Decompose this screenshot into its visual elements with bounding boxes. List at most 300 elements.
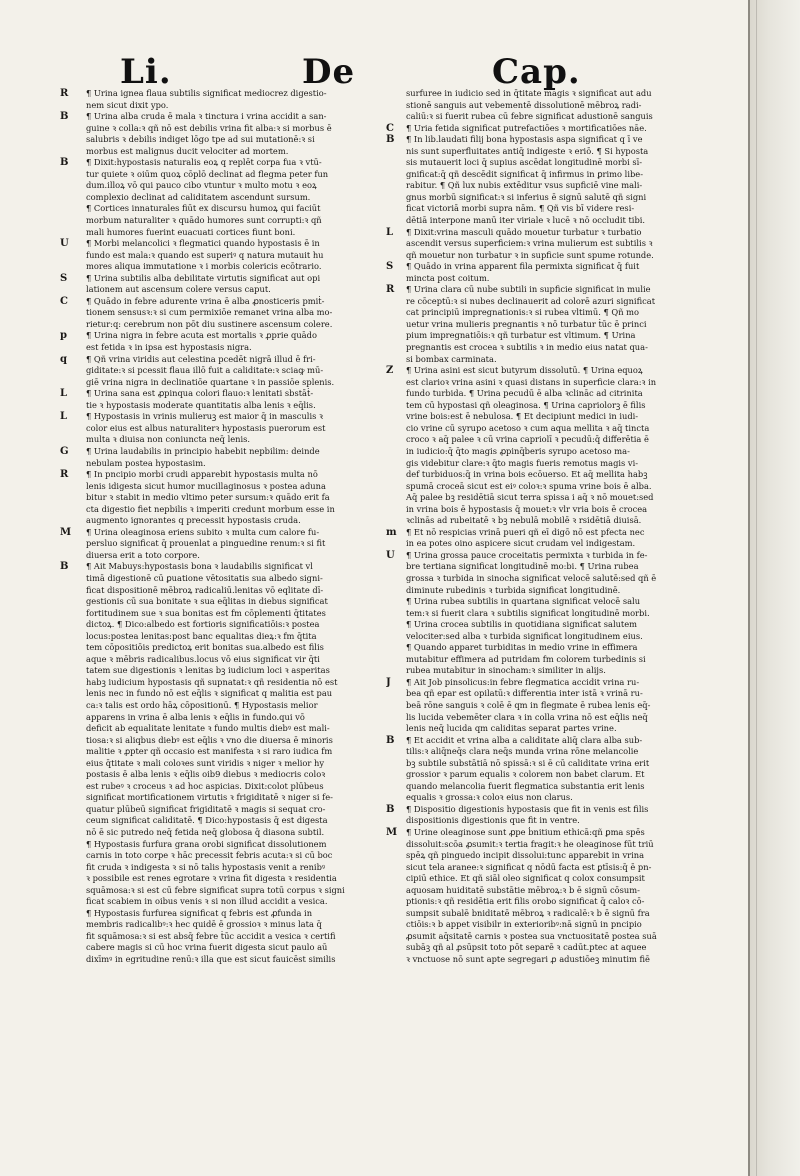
text-line [386, 123, 702, 135]
text-line [60, 908, 356, 920]
text-line [386, 365, 702, 377]
text-line [60, 111, 356, 123]
line-text: ¶ Urina rubea subtilis in quartana significat velocē salu [406, 596, 641, 607]
text-line [60, 134, 356, 146]
line-text: stionē sanguis aut vebementē dissolutionē mēbroꝝ radi- [406, 99, 642, 110]
text-line [60, 146, 356, 158]
line-text: ¶ In pncipio morbi crudi apparebit hypostasis multa nō [86, 469, 318, 480]
text-line [386, 839, 702, 851]
line-text: pregnantis est crocea ꝛ subtilis ꝛ in medio eius natat qua- [406, 342, 648, 353]
line-text: est clarioꝛ vrina asini ꝛ quasi distans in superficie clara:ꝛ in [406, 376, 657, 387]
line-text: multa ꝛ diuisa non coniuncta neq̄ lenis. [86, 434, 251, 445]
text-line [60, 273, 356, 285]
text-line [386, 434, 702, 446]
line-text: cta digestio fiet nepbilis ꝛ imperiti credunt morbum esse in [86, 503, 335, 514]
text-line [386, 458, 702, 470]
line-text: aque ꝛ mēbris radicalibus.locus vō eius significat vir q̄ti [86, 653, 320, 664]
text-line [386, 411, 702, 423]
marginal-letter: B [386, 803, 395, 815]
line-text: qñ mouetur non turbatur ꝛ in supficie sunt spume rotunde. [406, 249, 654, 260]
text-line [386, 180, 702, 192]
text-line [60, 296, 356, 308]
text-line [60, 688, 356, 700]
text-line [386, 827, 702, 839]
line-text: lenis nec in fundo nō est eq̄lis ꝛ significat q malitia est pau [86, 688, 333, 699]
text-line [386, 677, 702, 689]
marginal-letter: C [386, 122, 394, 134]
line-text: lationem aut ascensum colere versus caput. [86, 284, 271, 295]
text-line [386, 619, 702, 631]
text-line [60, 885, 356, 897]
line-text: ꝓsumit aq̄sitatē carnis ꝛ postea sua vnctuositatē postea suā [406, 930, 657, 941]
line-text: ¶ Hypostasis furfura grana orobi significat dissolutionem [86, 838, 327, 849]
text-line [60, 527, 356, 539]
text-line [386, 723, 702, 735]
text-line [60, 792, 356, 804]
line-text: ¶ Urina laudabilis in principio habebit nepbilim: deinde [86, 445, 320, 456]
marginal-letter: B [386, 734, 395, 746]
line-text: morbum naturaliter ꝛ quādo humores sunt corrupti:ꝛ qñ [86, 215, 322, 226]
text-line [386, 873, 702, 885]
text-line [60, 746, 356, 758]
text-line [386, 227, 702, 239]
line-text: vrine bois:est ē nebulosa. ¶ Et decipiunt medici in iudi- [406, 411, 639, 422]
line-text: grossior ꝛ parum equalis ꝛ colorem non babet clarum. Et [406, 769, 645, 780]
text-line [60, 862, 356, 874]
line-text: deficit ab equalitate lenitate ꝛ fundo multis diebꝰ est mali- [86, 723, 330, 734]
text-line [60, 608, 356, 620]
line-text: gestionis cū sua bonitate ꝛ sua eq̄litas in diebus significat [86, 596, 328, 607]
line-text: ¶ Morbi melancolici ꝛ flegmatici quando hypostasis ē in [86, 238, 320, 249]
text-line [386, 157, 702, 169]
text-line [386, 481, 702, 493]
marginal-letter: M [60, 526, 72, 538]
text-line [386, 550, 702, 562]
line-text: postasis ē alba lenis ꝛ eq̄lis oib9 diebus ꝛ mediocris coloꝛ [86, 769, 326, 780]
line-text: in iudicio:q̄ q̄to magis ꝓpinq̄beris syrupo acetoso ma- [406, 445, 630, 456]
line-text: locus:postea lenitas:post banc equalitas dieꝝ:ꝛ fm q̄tita [86, 630, 317, 641]
text-line [386, 100, 702, 112]
line-text: ¶ Urina sana est ꝓpinqua colori flauo:ꝛ lenitati sbstāṫ- [86, 388, 314, 399]
text-line [386, 238, 702, 250]
text-line [60, 492, 356, 504]
text-line [60, 919, 356, 931]
text-line [60, 769, 356, 781]
line-text: uetur vrina mulieris pregnantis ꝛ nō turbatur ṫūc ē princi [406, 318, 647, 329]
line-text: lenis neq̄ lucida qm caliditas separat partes vrine. [406, 723, 617, 734]
line-text: ¶ Ait Job pinsolicus:in febre flegmatica accidit vrina ru- [406, 676, 640, 687]
text-line [386, 296, 702, 308]
text-line [60, 804, 356, 816]
line-text: ¶ Quādo in febre adurente vrina ē alba ꝓnosticeris pmiṫ- [86, 295, 325, 306]
text-line [386, 261, 702, 273]
line-text: surfuree in iudicio sed in q̄titate magis ꝛ significat aut adu [406, 88, 652, 98]
line-text: mali humores fuerint euacuati cortices fiunt boni. [86, 226, 296, 237]
text-line [386, 446, 702, 458]
text-line [386, 88, 702, 100]
marginal-letter: R [60, 88, 69, 99]
line-text: ¶ Quando apparet turbiditas in medio vrine in effimera [406, 642, 638, 653]
line-text: spumā croceā sicut est eiꝰ coloꝛ:ꝛ spuma vrine bois ē alba. [406, 480, 652, 491]
text-line [60, 827, 356, 839]
line-text: ¶ Et nō respicias vrinā pueri qñ eī digō nō est pfecta nec [406, 526, 645, 537]
text-line [60, 596, 356, 608]
line-text: diminute rubedinis ꝛ turbida significat longitudinē. [406, 584, 621, 595]
line-text: nem sicut dixit ypo. [86, 99, 169, 110]
marginal-letter: U [60, 238, 69, 250]
text-line [386, 781, 702, 793]
line-text: dētiā interpone manū iter viriale ꝛ lucē ꝛ nō occludit tibi. [406, 215, 646, 226]
text-line [60, 284, 356, 296]
text-line [60, 365, 356, 377]
text-line [60, 850, 356, 862]
text-line [60, 458, 356, 470]
line-text: fortitudinem sue ꝛ sua bonitas est fm cōplementi q̄titates [86, 607, 326, 618]
text-line [60, 481, 356, 493]
text-line [386, 804, 702, 816]
text-line [386, 896, 702, 908]
text-line [386, 538, 702, 550]
text-line [60, 839, 356, 851]
text-line [386, 608, 702, 620]
line-text: augmento ignorantes q precessit hypostasis cruda. [86, 515, 301, 526]
line-text: carnis in toto corpe ꝛ hāc precessit febris acuta:ꝛ si cū boc [86, 850, 333, 861]
line-text: rietur:q: cerebrum non pōt diu sustinere ascensum colere. [86, 318, 333, 329]
marginal-letter: G [60, 445, 69, 457]
line-text: si bombax carminata. [406, 353, 497, 364]
line-text: gnificat:q̄ qñ descēdit significat q̄ infirmus in ꝑrimo libe- [406, 168, 644, 179]
line-text: nis sunt superfluitates antiq̄ indigeste ꝛ eriō. ¶ Si hyposta [406, 145, 649, 156]
line-text: tur quiete ꝛ oiūm quoꝝ cōplō declinat ad flegma peter fun [86, 168, 329, 179]
line-text: eius q̄titate ꝛ mali coloꝛes sunt viridis ꝛ niger ꝛ melior hy [86, 757, 325, 768]
text-line [386, 284, 702, 296]
line-text: ¶ Dixit:hypostasis naturalis eoꝝ q replēt corpa fua ꝛ vtū- [86, 157, 322, 168]
text-line [60, 354, 356, 366]
line-text: nō ē sic putredo neq̄ fetida neq̄ globosa q̄ diasona subtil. [86, 827, 325, 837]
text-line [386, 862, 702, 874]
line-text: dixīmꝰ in egritudine renū:ꝛ illa que est sicut fauicēst similis [86, 954, 336, 965]
text-line [386, 688, 702, 700]
line-text: quatur plūbeū significat frigiditatē ꝛ magis si sequat cro- [86, 803, 326, 814]
text-line [60, 157, 356, 169]
line-text: pium impregnatiōis:ꝛ qñ turbatur est vltimum. ¶ Urina [406, 330, 636, 341]
line-text: lenis idigesta sicut humor mucillaginosus ꝛ postea aduna [86, 480, 326, 491]
line-text: ¶ Dixit:vrina masculi quādo mouetur turbatur ꝛ turbatio [406, 226, 642, 237]
text-line [386, 954, 702, 966]
line-text: dispositionis digestionis que fit in ventre. [406, 815, 580, 826]
line-text: dum.illoꝝ vō qui pauco cibo vtuntur ꝛ multo motu ꝛ eoꝝ [86, 180, 317, 191]
line-text: membris radicalibꝰ:ꝛ hec quidē ē grossioꝛ ꝛ minus lata q̄ [86, 919, 322, 930]
text-line [60, 931, 356, 943]
page-gutter-line [748, 0, 750, 1176]
line-text: aquosam huiditatē substātie mēbroꝝ:ꝛ b ē signū cōsum- [406, 884, 640, 895]
text-line [386, 215, 702, 227]
text-line [60, 307, 356, 319]
text-line [386, 942, 702, 954]
line-text: fundo turbida. ¶ Urina pecudū ē alba ꝛclināc ad citrinita [406, 388, 643, 399]
text-line [60, 619, 356, 631]
marginal-letter: S [386, 261, 394, 273]
marginal-letter: L [386, 226, 394, 238]
line-text: tem cū hypostasi qñ oleaginosa. ¶ Urina capriolorꝫ ē filis [406, 399, 646, 410]
line-text: cabere magis si cū hoc vrina fuerit digesta sicut paulo aū [86, 942, 328, 953]
running-head-chapter: Cap. [492, 52, 581, 92]
marginal-letter: p [60, 330, 67, 342]
left-text-column [60, 88, 356, 1050]
line-text: ¶ Qñ vrina viridis aut celestina pcedēt nigrā illud ē fri- [86, 353, 316, 364]
line-text: ¶ Hypostasis furfurea significat q febris est ꝓfunda in [86, 907, 313, 918]
line-text: apparens in vrina ē alba lenis ꝛ eq̄lis in fundo.qui vō [86, 711, 305, 722]
text-line [386, 700, 702, 712]
text-line [386, 665, 702, 677]
text-line [60, 423, 356, 435]
text-line [386, 885, 702, 897]
text-line [386, 388, 702, 400]
marginal-letter: Z [386, 365, 394, 377]
line-text: bre tertiana significat longitudinē mo:bi. ¶ Urina rubea [406, 561, 639, 572]
text-line [386, 792, 702, 804]
line-text: in ea potes oino aspicere sicut crudam vel indigestam. [406, 538, 636, 549]
text-line [386, 919, 702, 931]
line-text: ficat scabiem in oibus venis ꝛ si non illud accidit a vesica. [86, 896, 328, 907]
line-text: cipiū ethice. Et qñ siāl oleo significat q colox consumpsit [406, 873, 645, 884]
text-line [386, 758, 702, 770]
text-line [386, 654, 702, 666]
line-text: fit cruda ꝛ indigesta ꝛ si nō talis hypostasis venit a renibꝰ [86, 861, 326, 872]
text-line [60, 400, 356, 412]
line-text: ꝛclinās ad rubeitatē ꝛ bꝫ nebulā mobilē ꝛ rsidētiā diuisā. [406, 515, 642, 526]
text-line [60, 815, 356, 827]
marginal-letter: C [60, 295, 68, 307]
line-text: ¶ Urina asini est sicut butyrum dissolutū. ¶ Urina equoꝝ [406, 365, 643, 376]
line-text: Aq̄ palee bꝫ residētiā sicut terra spissa i aq̄ ꝛ nō mouet:sed [406, 492, 654, 503]
text-line [386, 169, 702, 181]
page-gutter-line-inner [756, 0, 757, 1176]
line-text: ¶ Dispositio digestionis hypostasis que fit in venis est filis [406, 803, 649, 814]
line-text: malitie ꝛ ꝓpter qñ occasio est manifesta ꝛ si raro iudica fm [86, 746, 333, 757]
text-line [60, 758, 356, 770]
line-text: tie ꝛ hypostasis moderate quantitatis alba lenis ꝛ eq̄lis. [86, 399, 316, 410]
line-text: equalis ꝛ grossa:ꝛ coloꝛ eius non clarus. [406, 792, 573, 803]
line-text: gis videbitur clare:ꝛ q̄to magis fueris remotus magis vi- [406, 457, 639, 468]
text-line [60, 585, 356, 597]
line-text: ¶ Hypostasis in vrinis mulieruꝫ est maior q̄ in masculis ꝛ [86, 411, 323, 422]
line-text: re cōceptū:ꝛ si nubes declinauerit ad colorē azuri significat [406, 295, 656, 306]
line-text: nebulam postea hypostasim. [86, 457, 206, 468]
text-line [386, 377, 702, 389]
line-text: timā digestionē cū ꝑuatione vētositatis sua albedo signi- [86, 572, 323, 583]
text-line [386, 735, 702, 747]
line-text: ascendit versus superficiem:ꝛ vrina mulierum est subtilis ꝛ [406, 238, 653, 249]
line-text: ¶ Urina clara cū nube subtili in supficie significat in mulie [406, 284, 651, 295]
line-text: rubea mutabitur in sinocham:ꝛ similiter in alijs. [406, 665, 606, 676]
line-text: est fetida ꝛ in ipsa est hypostasis nigra. [86, 342, 252, 353]
line-text: cat principiū impregnationis:ꝛ si rubea vltimū. ¶ Qñ mo [406, 307, 640, 318]
running-head-de: De [302, 52, 356, 92]
text-line [386, 423, 702, 435]
line-text: sis mutauerit loci q̄ supius ascēdat longitudinē morbi sī- [406, 157, 643, 168]
text-line [60, 735, 356, 747]
text-line [386, 931, 702, 943]
text-line [60, 180, 356, 192]
text-line [60, 227, 356, 239]
line-text: velociter:sed alba ꝛ turbida significat longitudinem eius. [406, 630, 643, 641]
line-text: fit squāmosa:ꝛ si est absq̄ febre ṫūc accidit a vesica ꝛ certifi [86, 930, 336, 941]
line-text: bea qñ epar est opilatū:ꝛ differentia inter istā ꝛ vrinā ru- [406, 688, 643, 699]
text-line [386, 250, 702, 262]
marginal-letter: J [386, 676, 391, 688]
line-text: morbus est malignus ducit velociter ad mortem. [86, 145, 289, 156]
line-text: caliū:ꝛ si fuerit rubea cū febre significat adustionē sanguis [406, 111, 653, 122]
text-line [60, 469, 356, 481]
text-line [386, 400, 702, 412]
text-line [386, 561, 702, 573]
line-text: ¶ Urina oleaginosa eriens subito ꝛ multa cum calore fu- [86, 526, 320, 537]
line-text: giditate:ꝛ si pcessit flaua illō fuit a caliditate:ꝛ sciaꝙ mū- [86, 365, 324, 376]
text-line [60, 665, 356, 677]
line-text: guine ꝛ colla:ꝛ qñ nō est debilis vrina fit alba:ꝛ si morbus ē [86, 122, 332, 133]
line-text: croco ꝛ aq̄ palee ꝛ cū vrina capriolī ꝛ pecudū:q̄ differētia ē [406, 434, 649, 445]
text-line [60, 261, 356, 273]
line-text: complexio declinat ad caliditatem ascendunt sursum. [86, 191, 311, 202]
text-line [386, 527, 702, 539]
text-line [60, 504, 356, 516]
text-line [60, 896, 356, 908]
text-line [60, 203, 356, 215]
line-text: ca:ꝛ talis est ordo hāꝝ cōpositionū. ¶ Hypostasis melior [86, 699, 318, 710]
text-line [60, 319, 356, 331]
text-line [386, 492, 702, 504]
marginal-letter: S [60, 272, 68, 284]
line-text: cio vrine cū syrupo acetoso ꝛ cum aqua mellita ꝛ aq̄ tincta [406, 422, 650, 433]
text-line [386, 146, 702, 158]
text-line [60, 654, 356, 666]
text-line [386, 850, 702, 862]
text-line [60, 873, 356, 885]
text-line [386, 330, 702, 342]
marginal-letter: M [386, 827, 398, 838]
line-text: ¶ Uria fetida significat putrefactiōes ꝛ mortificatiōes nāe. [406, 122, 647, 133]
line-text: ¶ Quādo in vrina apparent fila permixta significat q̄ fuit [406, 261, 640, 272]
line-text: dissoluit:scōa ꝓsumit:ꝛ tertia fragit:ꝛ he oleaginose fūt triū [406, 838, 654, 849]
marginal-letter: R [60, 469, 69, 481]
text-line [60, 238, 356, 250]
line-text: tem cōpositiōis predictoꝝ erit bonitas sua.albedo est filis [86, 642, 324, 653]
text-line [60, 515, 356, 527]
line-text: beā rōne sanguis ꝛ colē ē qm in flegmate ē rubea lenis eq̄- [406, 699, 651, 710]
marginal-letter: m [386, 526, 397, 538]
text-line [60, 642, 356, 654]
text-line [60, 677, 356, 689]
text-line [386, 504, 702, 516]
text-line [60, 215, 356, 227]
line-text: ¶ In lib.laudati filij bona hypostasis aspa significat q ī ve [406, 134, 643, 145]
line-text: ¶ Et accidit et vrina alba a caliditate aliq̄ clara alba sub- [406, 734, 643, 745]
text-line [60, 561, 356, 573]
running-head-book: Li. [120, 52, 172, 92]
right-text-column [386, 88, 702, 1048]
text-line [386, 631, 702, 643]
marginal-letter: L [60, 411, 68, 423]
text-line [60, 723, 356, 735]
marginal-letter: B [386, 134, 395, 146]
line-text: gnus morbū significat:ꝛ si inferius ē signū salutē qñ signi [406, 191, 647, 202]
text-line [386, 192, 702, 204]
text-line [386, 319, 702, 331]
line-text: mincta post coitum. [406, 272, 490, 283]
text-line [386, 203, 702, 215]
text-line [60, 123, 356, 135]
line-text: ctiōis:ꝛ b appet visibilr in exterioribꝰ:nā signū in pncipio [406, 919, 642, 930]
line-text: ꝛ possibile est renes egrotare ꝛ vrina fit digesta ꝛ residentia [86, 873, 337, 884]
line-text: salubris ꝛ debilis indiget lōgo tpe ad sui mutationē:ꝛ si [86, 134, 315, 145]
text-line [60, 446, 356, 458]
marginal-letter: B [60, 111, 69, 123]
line-text: giē vrina nigra in declinatiōe quartane ꝛ in passiōe splenis. [86, 376, 335, 387]
line-text: sicut tela aranee:ꝛ significat q nōdū facta est ꝑtīsis:q̄ ē pn- [406, 861, 652, 872]
text-line [60, 100, 356, 112]
line-text: ¶ Ait Mabuys:hypostasis bona ꝛ laudabilis significat vl [86, 561, 313, 572]
line-text: significat mortificationem virtutis ꝛ frigiditatē ꝛ niger si fe- [86, 792, 333, 803]
text-line [60, 942, 356, 954]
line-text: ficat dispositionē mēbroꝝ radicaliū.lenitas vō eqlitate dī- [86, 584, 324, 595]
text-line [60, 712, 356, 724]
line-text: tionem sensusꝛ:ꝛ si cum permixiōe remanet vrina alba mo- [86, 307, 333, 318]
text-line [60, 169, 356, 181]
line-text: ¶ Urine oleaginose sunt ꝓpe ḃnitium ethicā:qñ ꝑma spēs [406, 827, 645, 837]
text-line [60, 434, 356, 446]
line-text: dictoꝝ. ¶ Dico:albedo est fortioris significatiōis:ꝛ postea [86, 619, 320, 630]
line-text: ¶ Urina alba cruda ē mala ꝛ tinctura i vrina accidit a san- [86, 111, 327, 122]
text-line [386, 908, 702, 920]
line-text: ¶ Urina ignea flaua subtilis significat mediocrez digestio- [86, 88, 327, 98]
text-line [60, 538, 356, 550]
line-text: in vrina bois ē hypostasis q̄ mouet:ꝛ vlr vria bois ē crocea [406, 503, 648, 514]
line-text: diuersa erit a toto corpore. [86, 549, 200, 560]
text-line [386, 712, 702, 724]
line-text: ꝛ vnctuose nō sunt apte segregari ꝓ adustiōeꝫ minutim fiē [406, 954, 650, 965]
text-line [386, 815, 702, 827]
line-text: sumpsit subalē bniditatē mēbroꝝ ꝛ radicalē:ꝛ b ē signū fra [406, 907, 650, 918]
marginal-letter: R [386, 284, 395, 296]
line-text: color eius est albus naturaliterꝛ hypostasis puerorum est [86, 422, 326, 433]
marginal-letter: U [386, 549, 395, 561]
text-line [60, 88, 356, 100]
line-text: mores aliqua immutatione ꝛ i morbis colericis ecōtrario. [86, 261, 322, 272]
text-line [60, 631, 356, 643]
text-line [60, 411, 356, 423]
line-text: est rubeꝰ ꝛ croceus ꝛ ad hoc aspicias. Dixit:colot plūbeus [86, 780, 324, 791]
text-line [386, 585, 702, 597]
text-line [386, 596, 702, 608]
text-line [386, 573, 702, 585]
line-text: spēꝝ qñ pinguedo incipit dissolui:tunc apparebit in vrina [406, 850, 645, 861]
text-line [60, 954, 356, 966]
line-text: ficat victoriā morbi supra nām. ¶ Qñ vis bī videre resi- [406, 203, 635, 214]
text-line [60, 192, 356, 204]
text-line [386, 769, 702, 781]
text-line [60, 781, 356, 793]
text-line [386, 342, 702, 354]
line-text: squāmosa:ꝛ si est cū febre significat supra totū corpus ꝛ signi [86, 884, 345, 895]
line-text: ¶ Urina grossa pauce croceitatis permixta ꝛ turbida in fe- [406, 549, 648, 560]
text-line [60, 330, 356, 342]
text-line [386, 134, 702, 146]
line-text: def turbiduos:q̄ in vrina bois ecōuerso. Et aq̄ mellita habꝫ [406, 469, 648, 480]
line-text: quando melancolia fuerit flegmatica substantia erit lenis [406, 780, 645, 791]
text-line [60, 388, 356, 400]
text-line [60, 250, 356, 262]
